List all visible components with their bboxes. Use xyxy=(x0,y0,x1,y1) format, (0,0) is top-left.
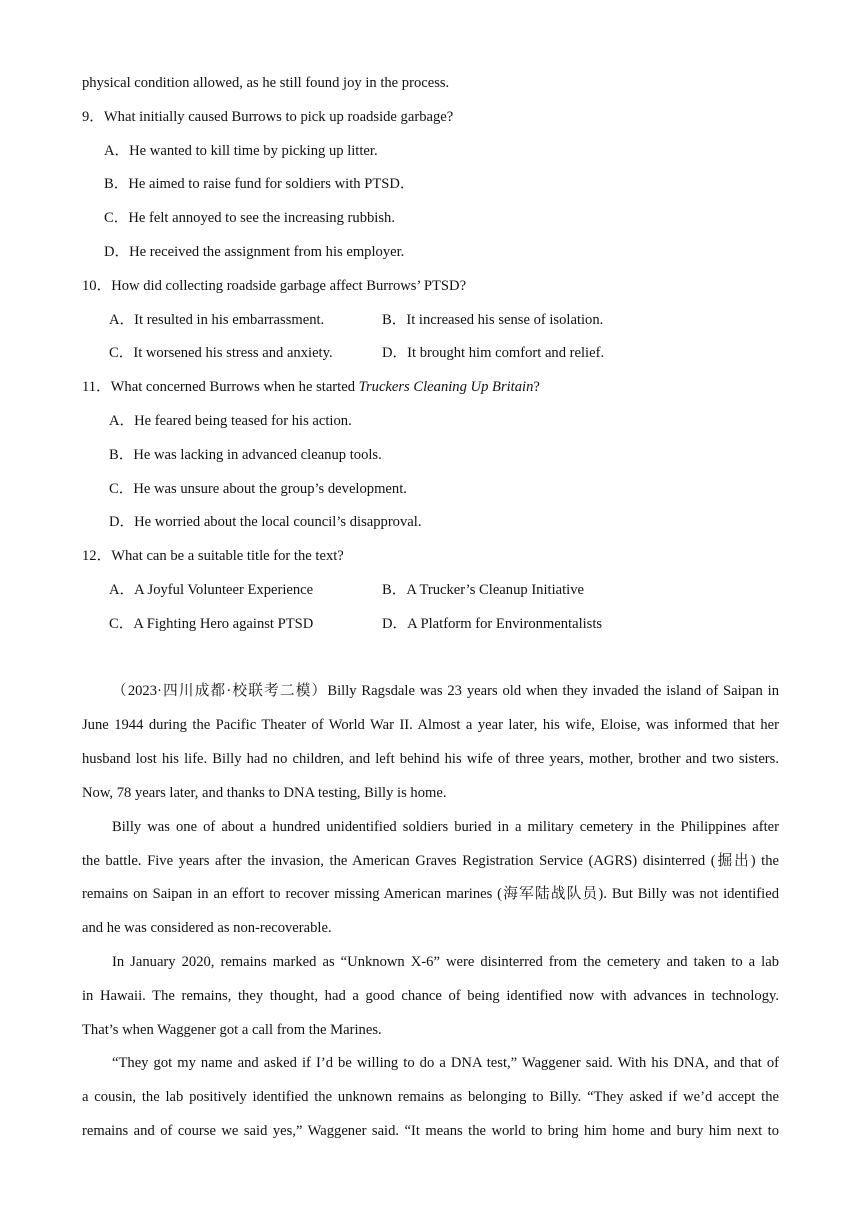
question-11-option-b: B．He was lacking in advanced cleanup tools. xyxy=(109,447,382,463)
question-12-option-c: C．A Fighting Hero against PTSD xyxy=(109,616,314,632)
question-10-option-d: D．It brought him comfort and relief. xyxy=(382,345,605,361)
question-12-option-d: D．A Platform for Environmentalists xyxy=(382,616,603,632)
question-9-option-c: C．He felt annoyed to see the increasing rubbish. xyxy=(104,210,395,226)
passage-line: in Hawaii. The remains, they thought, had a good chance of being identified now with advances in technology. xyxy=(82,988,779,1004)
question-10-stem: 10．How did collecting roadside garbage affect Burrows’ PTSD? xyxy=(82,278,467,294)
passage-line: That’s when Waggener got a call from the Marines. xyxy=(82,1022,382,1038)
passage-line: Billy was one of about a hundred unidentified soldiers buried in a military cemetery in the Philippines after xyxy=(112,819,779,835)
passage-line: and he was considered as non-recoverable. xyxy=(82,920,332,936)
passage-line: the battle. Five years after the invasion, the American Graves Registration Service (AGRS) disinterred (掘出) the xyxy=(82,853,779,869)
passage-line: Now, 78 years later, and thanks to DNA testing, Billy is home. xyxy=(82,785,447,801)
passage-line: remains and of course we said yes,” Waggener said. “It means the world to bring him home and bury him next to xyxy=(82,1123,779,1139)
passage-line: In January 2020, remains marked as “Unknown X-6” were disinterred from the cemetery and taken to a lab xyxy=(112,954,779,970)
intro-tail-text: physical condition allowed, as he still found joy in the process. xyxy=(82,75,450,91)
question-11-stem xyxy=(82,378,540,396)
question-9-stem: 9．What initially caused Burrows to pick up roadside garbage? xyxy=(82,109,454,125)
question-9-option-b: B．He aimed to raise fund for soldiers with PTSD． xyxy=(104,176,415,192)
question-11-stem-end: ? xyxy=(533,379,540,395)
passage-line: June 1944 during the Pacific Theater of World War II. Almost a year later, his wife, Eloise, was informed that her xyxy=(82,717,779,733)
question-9-option-d: D．He received the assignment from his employer. xyxy=(104,244,405,260)
passage-line: a cousin, the lab positively identified the unknown remains as belonging to Billy. “They asked if we’d accept the xyxy=(82,1089,779,1105)
question-10-option-c: C．It worsened his stress and anxiety. xyxy=(109,345,333,361)
question-11-stem-title: Truckers Cleaning Up Britain xyxy=(358,379,534,395)
question-11-option-a: A．He feared being teased for his action. xyxy=(109,413,352,429)
question-12-option-a: A．A Joyful Volunteer Experience xyxy=(109,582,314,598)
question-9-option-a: A．He wanted to kill time by picking up litter. xyxy=(104,143,378,159)
question-10-option-b: B．It increased his sense of isolation. xyxy=(382,312,604,328)
passage-line: （2023·四川成都·校联考二模）Billy Ragsdale was 23 years old when they invaded the island of Saipan in xyxy=(112,683,779,699)
passage-line: remains on Saipan in an effort to recover missing American marines (海军陆战队员). But Billy was not identified xyxy=(82,886,779,902)
question-11-option-c: C．He was unsure about the group’s development. xyxy=(109,481,407,497)
question-12-option-b: B．A Trucker’s Cleanup Initiative xyxy=(382,582,585,598)
passage-line: husband lost his life. Billy had no children, and left behind his wife of three years, mother, brother and two sisters. xyxy=(82,751,779,767)
passage-line: “They got my name and asked if I’d be willing to do a DNA test,” Waggener said. With his DNA, and that of xyxy=(112,1055,779,1071)
question-10-option-a: A．It resulted in his embarrassment. xyxy=(109,312,325,328)
question-11-stem-start: 11．What concerned Burrows when he started xyxy=(82,379,359,395)
question-11-option-d: D．He worried about the local council’s disapproval. xyxy=(109,514,422,530)
question-12-stem: 12．What can be a suitable title for the text? xyxy=(82,548,344,564)
